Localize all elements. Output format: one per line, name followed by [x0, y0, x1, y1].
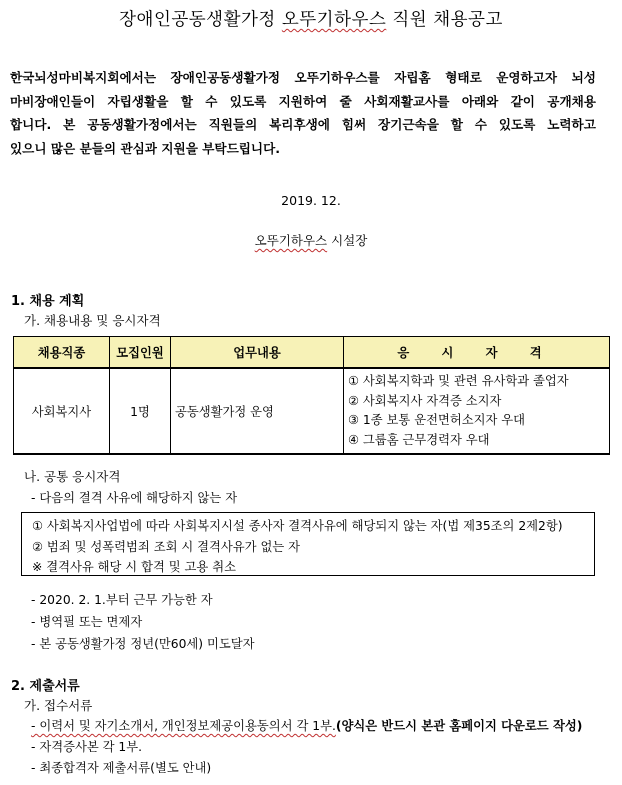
intro-line-text: 있으니 많은 분들의 관심과 지원을 부탁드립니다. — [10, 140, 281, 156]
qual-item-2: ② 사회복지사 자격증 소지자 — [348, 393, 502, 408]
title-facility-name: 오뚜기하우스 — [281, 10, 387, 30]
document-item-3: - 최종합격자 제출서류(별도 안내) — [31, 761, 212, 775]
announcer — [0, 231, 622, 249]
intro-word: 뇌성 — [571, 70, 596, 85]
box-item-2: ② 범죄 및 성폭력범죄 조회 시 결격사유가 없는 자 — [32, 539, 300, 554]
intro-word: 줄 — [339, 93, 352, 109]
cell-job: 사회복지사 — [14, 368, 110, 454]
intro-word: 복리후생에 — [269, 117, 330, 133]
intro-word: 지원하여 — [278, 93, 328, 109]
intro-word: 할 — [450, 117, 463, 133]
intro-word: 공개채용 — [547, 93, 596, 109]
intro-word: 마비장애인들이 — [10, 93, 96, 109]
table-row — [14, 368, 610, 454]
intro-word: 장애인공동생활가정 — [170, 70, 281, 85]
header-count: 모집인원 — [110, 337, 171, 369]
intro-word: 할 — [180, 93, 193, 109]
condition-item-1: - 2020. 2. 1.부터 근무 가능한 자 — [31, 593, 213, 607]
intro-line-4 — [10, 137, 596, 161]
document-item-1-note: (양식은 반드시 본관 홈페이지 다운로드 작성) — [335, 719, 583, 733]
intro-word: 형태로 — [445, 70, 482, 85]
qual-item-4: ④ 그룹홈 근무경력자 우대 — [348, 432, 490, 447]
cell-duty: 공동생활가정 운영 — [171, 368, 344, 454]
intro-word: 힘써 — [341, 117, 367, 133]
header-duty: 업무내용 — [171, 337, 344, 369]
intro-word: 운영하고자 — [496, 70, 558, 85]
box-item-1: ① 사회복지사업법에 따라 사회복지시설 종사자 결격사유에 해당되지 않는 자(법 제35조의 2제2항) — [32, 519, 563, 533]
document-item-2: - 자격증사본 각 1부. — [31, 740, 143, 754]
section2-heading: 2. 제출서류 — [11, 679, 80, 694]
page-title — [0, 6, 622, 31]
intro-word: 아래와 — [461, 93, 499, 109]
intro-word: 장기근속을 — [378, 117, 439, 133]
intro-word: 공동생활가정에서는 — [87, 117, 197, 133]
announcement-date: 2019. 12. — [281, 193, 341, 208]
intro-word: 같이 — [510, 93, 535, 109]
announcer-role: 시설장 — [327, 233, 368, 248]
section1-sub-a: 가. 채용내용 및 응시자격 — [24, 313, 161, 328]
intro-word: 노력하고 — [547, 117, 596, 133]
intro-paragraph — [10, 66, 596, 160]
intro-word: 있도록 — [229, 93, 267, 109]
section1-sub-b: 나. 공통 응시자격 — [24, 469, 121, 484]
intro-word: 합니다. — [10, 117, 52, 133]
recruitment-table — [13, 336, 610, 455]
header-quals: 응 시 자 격 — [344, 337, 610, 369]
intro-word: 수 — [205, 93, 218, 109]
intro-word: 오뚜기하우스를 — [294, 70, 380, 85]
section1-heading: 1. 채용 계획 — [11, 294, 85, 309]
cell-quals — [344, 368, 610, 454]
intro-word: 수 — [474, 117, 487, 133]
condition-item-3: - 본 공동생활가정 정년(만60세) 미도달자 — [31, 637, 255, 651]
title-part3: 직원 채용공고 — [386, 10, 503, 30]
document-item-1 — [31, 716, 582, 734]
intro-word: 직원들의 — [208, 117, 258, 133]
intro-word: 본 — [63, 117, 76, 133]
intro-word: 자립홈 — [394, 70, 431, 85]
announcer-facility: 오뚜기하우스 — [254, 233, 328, 248]
intro-word: 있도록 — [498, 117, 536, 133]
intro-line-2 — [10, 90, 596, 114]
table-header-row — [14, 337, 610, 369]
qual-item-3: ③ 1종 보통 운전면허소지자 우대 — [348, 413, 526, 427]
intro-word: 사회재활교사를 — [364, 93, 450, 109]
condition-item-2: - 병역필 또는 면제자 — [31, 615, 143, 629]
intro-line-1 — [10, 66, 596, 90]
title-part1: 장애인공동생활가정 — [119, 10, 282, 30]
section2-sub-a: 가. 접수서류 — [24, 698, 93, 713]
header-job: 채용직종 — [14, 337, 110, 369]
cell-count: 1명 — [110, 368, 171, 454]
document-item-1-text: - 이력서 및 자기소개서, 개인정보제공이용동의서 각 1부. — [31, 719, 336, 733]
qual-item-1: ① 사회복지학과 및 관련 유사학과 졸업자 — [348, 374, 569, 388]
section1-sub-b-note: - 다음의 결격 사유에 해당하지 않는 자 — [31, 491, 238, 505]
intro-line-3 — [10, 113, 596, 137]
disqualification-box — [21, 512, 595, 576]
box-item-3: ※ 결격사유 해당 시 합격 및 고용 취소 — [32, 560, 236, 574]
intro-word: 자립생활을 — [107, 93, 169, 109]
intro-word: 한국뇌성마비복지회에서는 — [10, 70, 156, 85]
